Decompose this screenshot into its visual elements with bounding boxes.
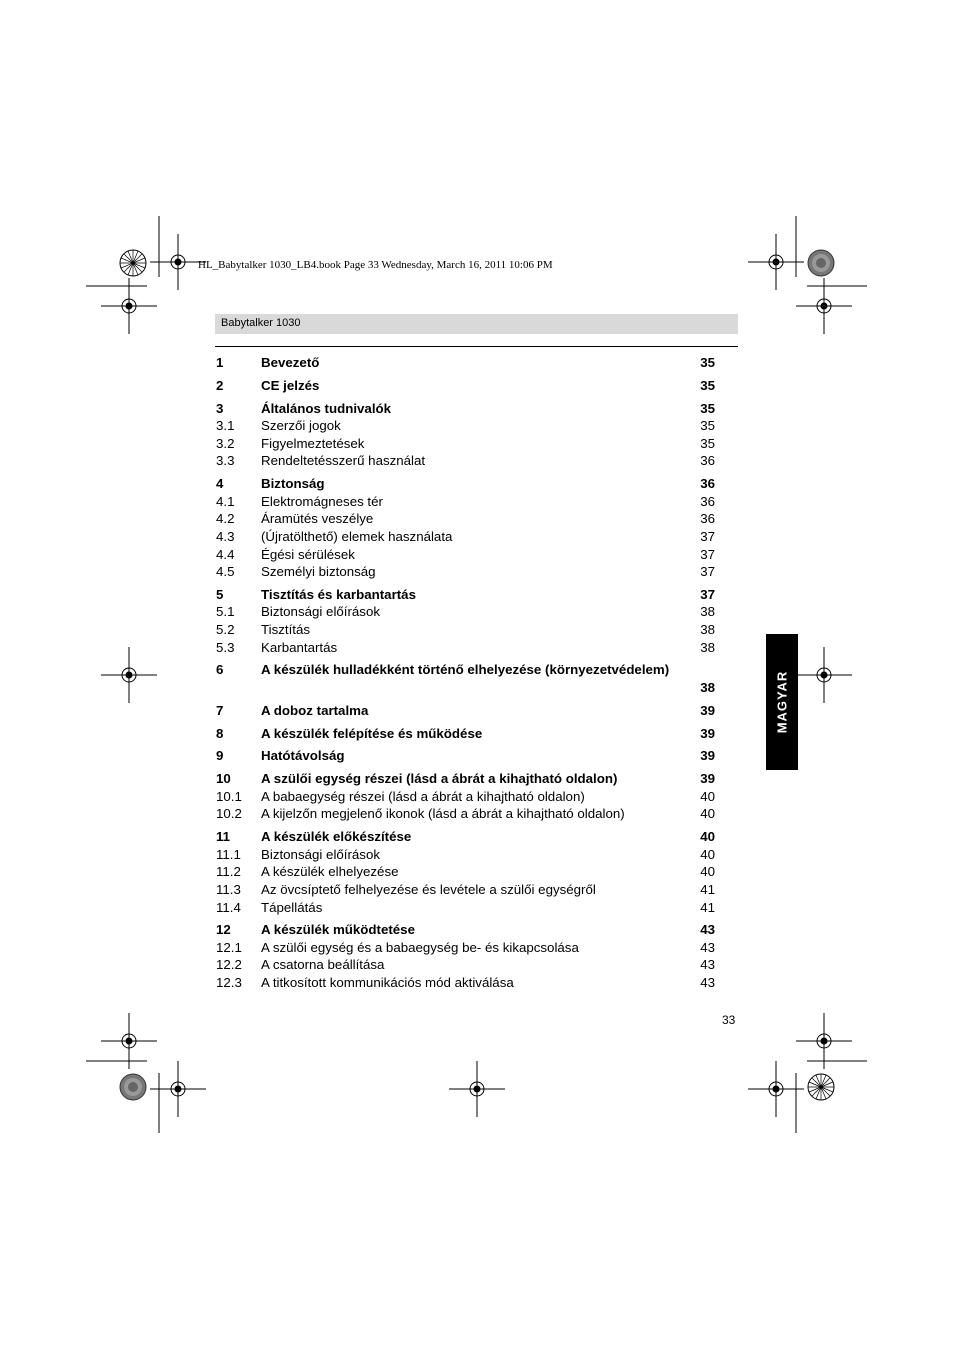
toc-entry-number: 5.3	[216, 639, 235, 655]
toc-entry-number: 10	[216, 771, 231, 787]
toc-entry[interactable]	[215, 452, 715, 470]
toc-entry-title: A készülék működtetése	[261, 922, 415, 938]
toc-entry-title: Hatótávolság	[261, 748, 345, 764]
toc-entry-number: 5	[216, 586, 224, 602]
toc-entry-page: 36	[700, 476, 715, 492]
toc-entry[interactable]	[215, 921, 715, 939]
toc-entry-title: Áramütés veszélye	[261, 511, 374, 527]
toc-entry-number: 4.5	[216, 564, 235, 580]
toc-entry-number: 9	[216, 748, 224, 764]
toc-entry-number: 5.1	[216, 604, 235, 620]
header-title: Babytalker 1030	[221, 317, 301, 329]
toc-entry-page: 38	[700, 639, 715, 655]
toc-entry-number: 12.3	[216, 975, 242, 991]
toc-entry-page: 40	[700, 806, 715, 822]
toc-entry-title: Az övcsíptető felhelyezése és levétele a szülői egységről	[261, 881, 596, 897]
toc-entry-number: 12.2	[216, 957, 242, 973]
toc-entry-page: 35	[700, 435, 715, 451]
toc-entry[interactable]	[215, 828, 715, 846]
toc-entry-page: 36	[700, 493, 715, 509]
toc-entry-title: Bevezető	[261, 355, 320, 370]
toc-entry-title: A készülék előkészítése	[261, 829, 412, 845]
toc-entry-title: A babaegység részei (lásd a ábrát a kihajtható oldalon)	[261, 788, 585, 804]
toc-entry[interactable]	[215, 510, 715, 528]
toc-entry-number: 11	[216, 829, 231, 845]
toc-entry[interactable]	[215, 747, 715, 765]
toc-entry[interactable]	[215, 546, 715, 564]
toc-entry-page: 36	[700, 453, 715, 469]
toc-entry-title: A szülői egység részei (lásd a ábrát a kihajtható oldalon)	[261, 771, 618, 787]
toc-entry-page: 35	[700, 355, 715, 370]
toc-entry-page: 40	[700, 864, 715, 880]
toc-entry[interactable]	[215, 400, 715, 418]
toc-entry-page: 40	[700, 846, 715, 862]
toc-entry-page: 43	[700, 922, 715, 938]
toc-entry-number: 11.2	[216, 864, 241, 880]
toc-entry-page: 39	[700, 748, 715, 764]
toc-entry-title: A kijelzőn megjelenő ikonok (lásd a ábrát a kihajtható oldalon)	[261, 806, 625, 822]
toc-entry-page: 41	[700, 899, 715, 915]
toc-entry-title: A csatorna beállítása	[261, 957, 385, 973]
toc-entry[interactable]	[215, 788, 715, 806]
language-tab-label: MAGYAR	[774, 670, 790, 734]
toc-entry-title: Szerzői jogok	[261, 418, 341, 434]
toc-entry[interactable]	[215, 956, 715, 974]
toc-entry-page: 39	[700, 702, 715, 718]
toc-entry-page: 37	[700, 546, 715, 562]
toc-entry-number: 5.2	[216, 622, 235, 638]
toc-entry-title: A készülék hulladékként történő elhelyezése (környezetvédelem)	[261, 662, 670, 678]
toc-entry-number: 10.1	[216, 788, 242, 804]
toc-entry-number: 6	[216, 662, 224, 678]
toc-entry-title: Égési sérülések	[261, 546, 355, 562]
toc-entry-number: 3.1	[216, 418, 235, 434]
toc-entry-number: 12.1	[216, 939, 242, 955]
toc-entry[interactable]	[215, 846, 715, 864]
toc-entry-page: 35	[700, 418, 715, 434]
toc-entry[interactable]	[215, 899, 715, 917]
toc-entry[interactable]	[215, 621, 715, 639]
toc-entry[interactable]	[215, 603, 715, 621]
page-number: 33	[722, 1013, 736, 1027]
toc-entry[interactable]	[215, 881, 715, 899]
toc-entry[interactable]	[215, 354, 715, 372]
language-tab	[766, 634, 798, 770]
header-rule	[215, 346, 738, 347]
toc-entry-page: 43	[700, 975, 715, 991]
toc-entry[interactable]	[215, 725, 715, 743]
toc-entry-page: 37	[700, 528, 715, 544]
print-file-slug: HL_Babytalker 1030_LB4.book Page 33 Wednesday, March 16, 2011 10:06 PM	[198, 259, 553, 271]
toc-entry-number: 4.3	[216, 528, 235, 544]
toc-entry-page: 38	[700, 680, 715, 696]
toc-entry-title: Tisztítás és karbantartás	[261, 586, 416, 602]
toc-entry-page: 37	[700, 564, 715, 580]
toc-entry-title: Biztonság	[261, 476, 325, 492]
toc-entry[interactable]	[215, 770, 715, 788]
toc-entry-number: 11.4	[216, 899, 241, 915]
toc-entry[interactable]	[215, 805, 715, 823]
toc-entry-title: (Újratölthető) elemek használata	[261, 528, 453, 544]
toc-entry-number: 4.1	[216, 493, 235, 509]
toc-entry-page: 37	[700, 586, 715, 602]
toc-entry-page: 39	[700, 771, 715, 787]
toc-entry-page: 35	[700, 377, 715, 393]
toc-entry[interactable]	[215, 586, 715, 604]
toc-entry[interactable]	[215, 702, 715, 720]
toc-entry-number: 3.3	[216, 453, 235, 469]
toc-entry-title: A készülék felépítése és működése	[261, 725, 483, 741]
toc-entry-title: Biztonsági előírások	[261, 846, 380, 862]
toc-entry-title: Karbantartás	[261, 639, 338, 655]
toc-entry-page: 43	[700, 957, 715, 973]
toc-entry-page: 41	[700, 881, 715, 897]
toc-entry-number: 12	[216, 922, 231, 938]
toc-entry[interactable]	[215, 939, 715, 957]
toc-entry-number: 4.2	[216, 511, 235, 527]
toc-entry-number: 4.4	[216, 546, 235, 562]
toc-entry-title: A szülői egység és a babaegység be- és kikapcsolása	[261, 939, 579, 955]
toc-entry-number: 11.1	[216, 846, 241, 862]
toc-entry-page: 38	[700, 622, 715, 638]
toc-entry-number: 4	[216, 476, 224, 492]
toc-entry[interactable]	[215, 974, 715, 992]
toc-entry[interactable]	[215, 435, 715, 453]
toc-entry[interactable]	[215, 377, 715, 395]
toc-entry-page: 36	[700, 511, 715, 527]
toc-entry-number: 11.3	[216, 881, 241, 897]
toc-entry[interactable]	[215, 661, 715, 696]
toc-entry-title: CE jelzés	[261, 377, 320, 393]
toc-entry-page: 35	[700, 400, 715, 416]
toc-entry-title: Tápellátás	[261, 899, 323, 915]
toc-entry-title: A doboz tartalma	[261, 702, 369, 718]
toc-entry-number: 3.2	[216, 435, 235, 451]
toc-entry-number: 2	[216, 377, 224, 393]
toc-entry-title: Figyelmeztetések	[261, 435, 365, 451]
toc-entry[interactable]	[215, 528, 715, 546]
toc-entry-number: 8	[216, 725, 224, 741]
toc-entry[interactable]	[215, 863, 715, 881]
toc-entry-number: 10.2	[216, 806, 242, 822]
toc-entry-title: Személyi biztonság	[261, 564, 376, 580]
running-header	[215, 314, 738, 334]
toc-entry[interactable]	[215, 493, 715, 511]
toc-entry-page: 40	[700, 829, 715, 845]
toc-entry-page: 40	[700, 788, 715, 804]
toc-entry-page: 38	[700, 604, 715, 620]
toc-entry[interactable]	[215, 563, 715, 581]
toc-entry-number: 1	[216, 355, 224, 370]
toc-entry-title: A készülék elhelyezése	[261, 864, 399, 880]
toc-entry-title: A titkosított kommunikációs mód aktiválása	[261, 975, 514, 991]
toc-entry-number: 3	[216, 400, 224, 416]
toc-entry[interactable]	[215, 475, 715, 493]
toc-entry-title: Általános tudnivalók	[261, 400, 392, 416]
toc-entry-number: 7	[216, 702, 224, 718]
toc-entry-title: Elektromágneses tér	[261, 493, 383, 509]
toc-entry[interactable]	[215, 639, 715, 657]
toc-entry-page: 43	[700, 939, 715, 955]
toc-entry[interactable]	[215, 417, 715, 435]
toc-entry-title: Biztonsági előírások	[261, 604, 380, 620]
toc-entry-title: Tisztítás	[261, 622, 311, 638]
toc-entry-title: Rendeltetésszerű használat	[261, 453, 426, 469]
table-of-contents	[215, 354, 715, 992]
toc-entry-page: 39	[700, 725, 715, 741]
